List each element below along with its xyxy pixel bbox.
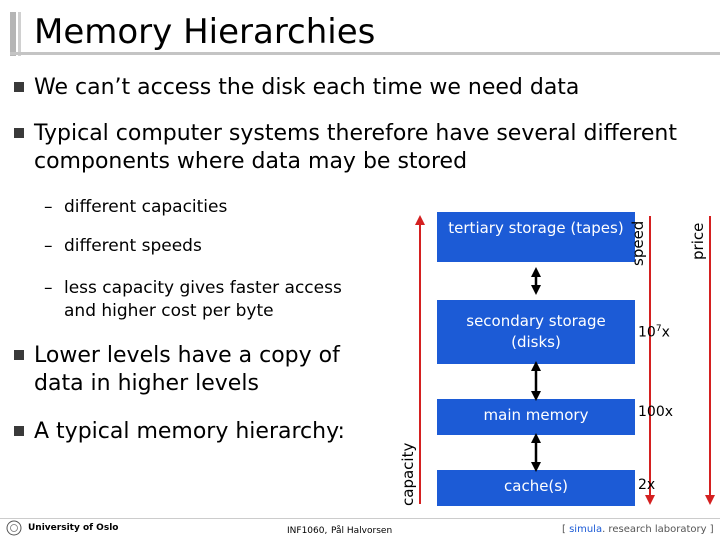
price-axis-label: price: [689, 222, 707, 260]
level-label: cache(s): [504, 477, 568, 495]
bullet-text-continued: data in higher levels: [34, 371, 259, 396]
footer-author: Pål Halvorsen: [331, 526, 393, 536]
sub-bullet-dash: –: [44, 278, 53, 298]
multiplier-base: 10: [638, 324, 656, 341]
level-label: tertiary storage (tapes): [448, 219, 624, 237]
footer-course: INF1060,: [287, 526, 328, 536]
footer-university: University of Oslo: [28, 523, 119, 533]
bullet-text: Typical computer systems therefore have several different: [34, 121, 677, 146]
simula-name: simula: [569, 524, 603, 535]
multiplier-disk: [638, 324, 670, 341]
level-label: main memory: [483, 406, 589, 424]
sub-bullet-text: less capacity gives faster access: [64, 278, 342, 298]
multiplier-cache: 2x: [638, 477, 656, 493]
sub-bullet-text: different capacities: [64, 197, 228, 217]
footer-divider: [0, 518, 720, 519]
speed-axis-label: speed: [629, 220, 647, 266]
bullet-text-continued: components where data may be stored: [34, 149, 468, 174]
multiplier-suffix: x: [661, 324, 670, 341]
simula-lab: . research laboratory: [602, 524, 707, 535]
university-seal-icon: [6, 519, 22, 537]
simula-bracket-close: ]: [709, 524, 714, 535]
simula-bracket-open: [: [562, 524, 566, 535]
sub-bullet-text-continued: and higher cost per byte: [64, 301, 274, 321]
bullet-text: We can’t access the disk each time we need data: [34, 75, 580, 100]
capacity-axis-label: capacity: [399, 442, 417, 506]
bullet-text: A typical memory hierarchy:: [34, 419, 345, 444]
slide-title: Memory Hierarchies: [34, 12, 376, 52]
sub-bullet-dash: –: [44, 197, 53, 217]
sub-bullet-dash: –: [44, 236, 53, 256]
footer-simula-logo: [562, 524, 714, 535]
sub-bullet-text: different speeds: [64, 236, 202, 256]
level-label: secondary storage: [466, 312, 606, 330]
bullet-text: Lower levels have a copy of: [34, 343, 340, 368]
multiplier-memory: 100x: [638, 404, 674, 420]
multiplier-exponent: 7: [655, 324, 662, 334]
level-label-line2: (disks): [511, 333, 561, 351]
